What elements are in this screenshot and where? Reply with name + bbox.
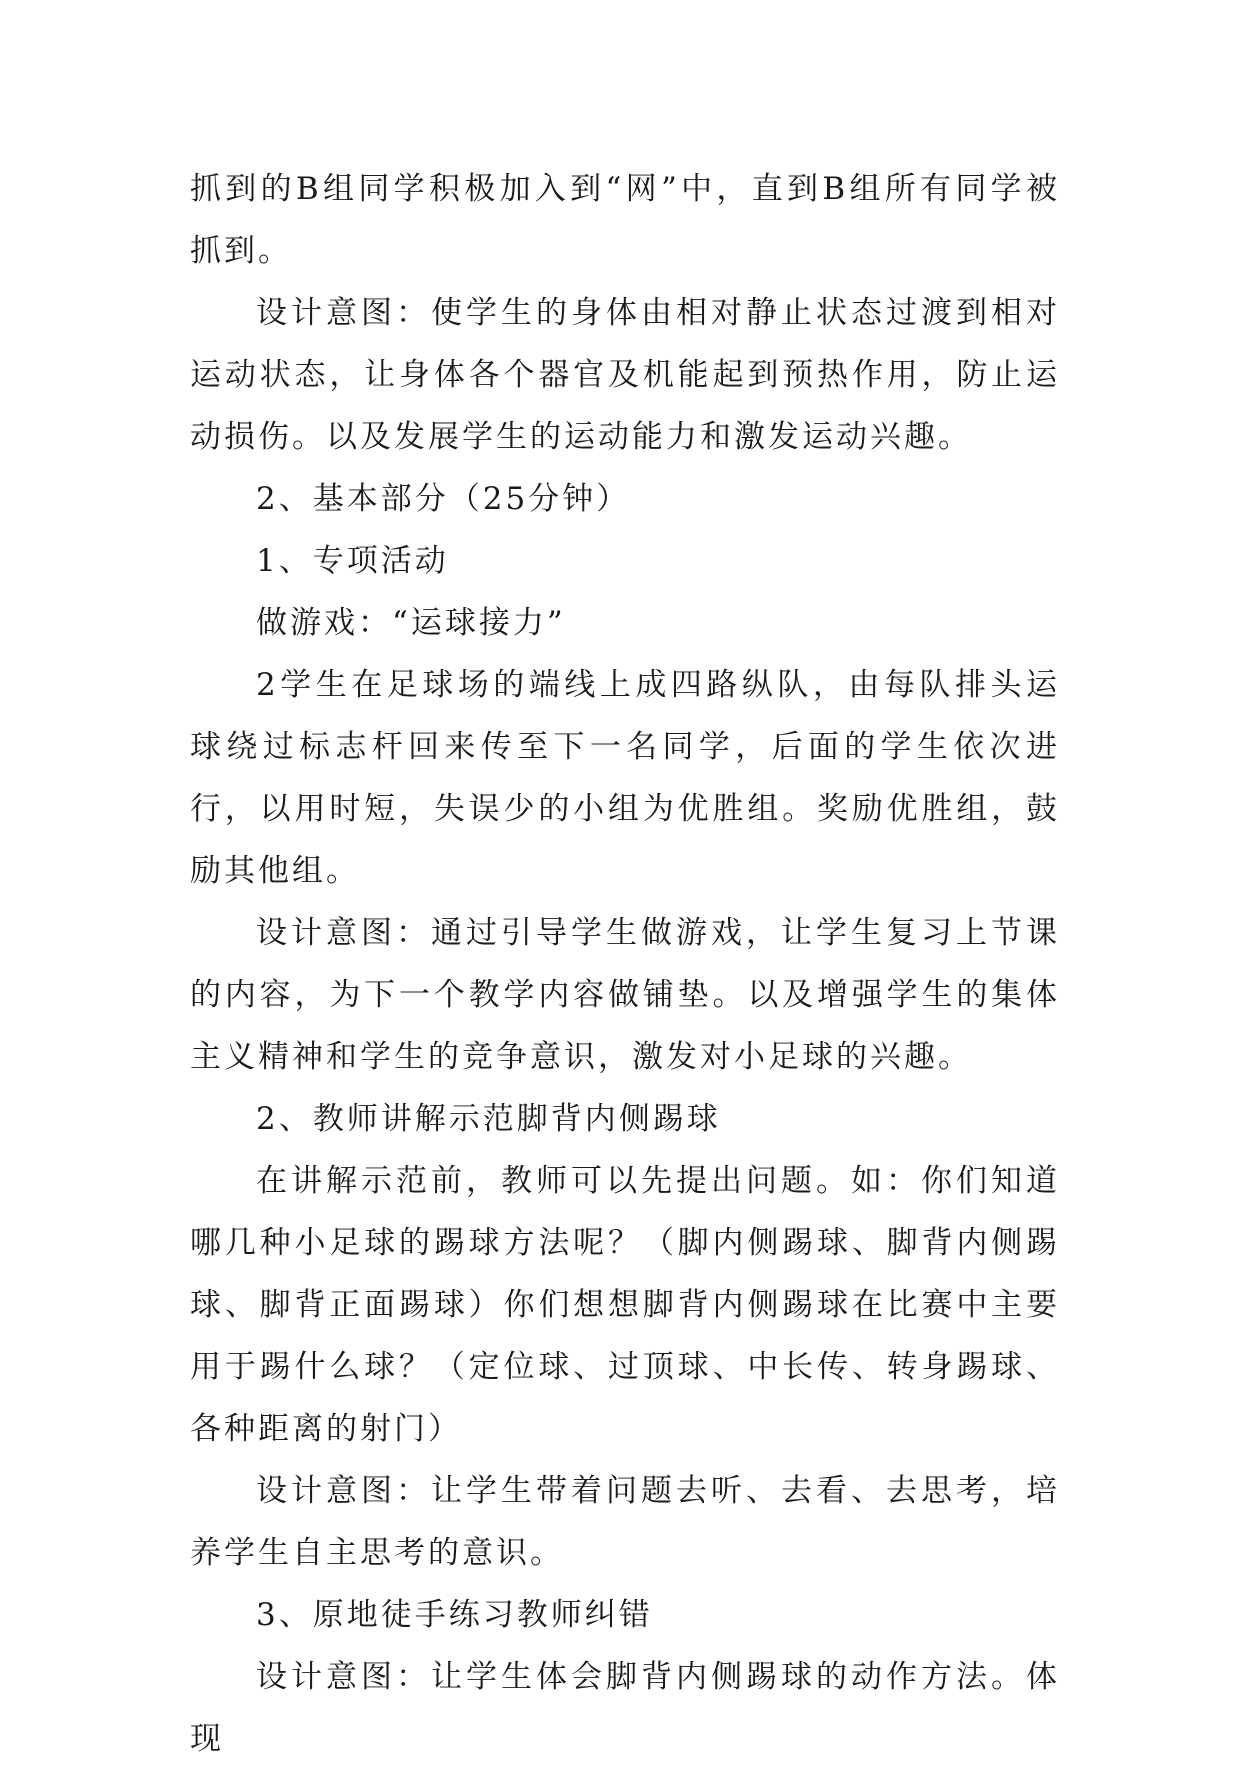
section-heading-basic: 2、基本部分（25分钟） bbox=[256, 481, 631, 517]
paragraph-design-intent-2: 设计意图：通过引导学生做游戏，让学生复习上节课的内容，为下一个教学内容做铺垫。以及增强学生的集体主义精神和学生的竞争意识，激发对小足球的兴趣。 bbox=[190, 915, 1060, 1075]
subheading-practice: 3、原地徒手练习教师纠错 bbox=[256, 1597, 653, 1633]
paragraph-game-rules: 2学生在足球场的端线上成四路纵队，由每队排头运球绕过标志杆回来传至下一名同学，后面的学生依次进行，以用时短，失误少的小组为优胜组。奖励优胜组，鼓励其他组。 bbox=[190, 667, 1060, 889]
document-body bbox=[190, 158, 1060, 1770]
subheading-teacher-demo: 2、教师讲解示范脚背内侧踢球 bbox=[256, 1101, 721, 1137]
paragraph-2: 设计意图：使学生的身体由相对静止状态过渡到相对运动状态，让身体各个器官及机能起到预热作用，防止运动损伤。以及发展学生的运动能力和激发运动兴趣。 bbox=[190, 295, 1060, 455]
paragraph-teacher-questions: 在讲解示范前，教师可以先提出问题。如：你们知道哪几种小足球的踢球方法呢？（脚内侧踢球、脚背内侧踢球、脚背正面踢球）你们想想脚背内侧踢球在比赛中主要用于踢什么球？（定位球、过顶球、中长传、转身踢球、各种距离的射门） bbox=[190, 1163, 1060, 1447]
subheading-special-activity: 1、专项活动 bbox=[256, 543, 449, 579]
paragraph-design-intent-3: 设计意图：让学生带着问题去听、去看、去思考，培养学生自主思考的意识。 bbox=[190, 1473, 1060, 1571]
paragraph-1: 抓到的B组同学积极加入到“网”中，直到B组所有同学被抓到。 bbox=[190, 171, 1060, 269]
game-title: 做游戏：“运球接力” bbox=[256, 605, 566, 641]
paragraph-design-intent-4: 设计意图：让学生体会脚背内侧踢球的动作方法。体现 bbox=[190, 1659, 1060, 1757]
